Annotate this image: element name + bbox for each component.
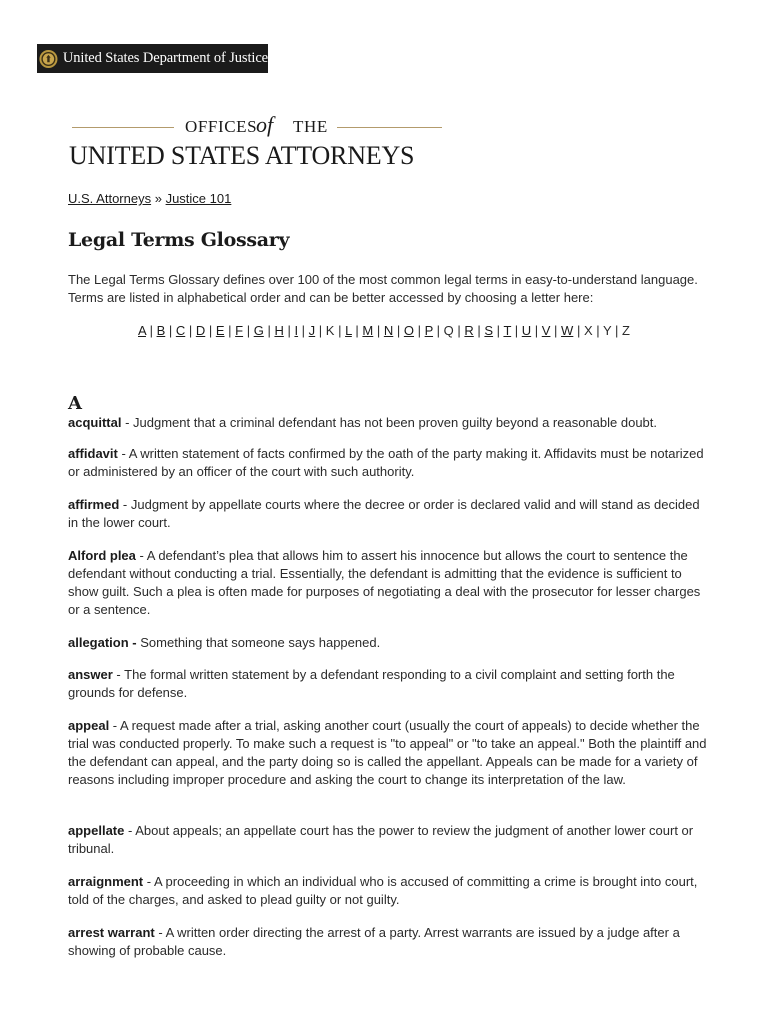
glossary-entry: affirmed - Judgment by appellate courts where the decree or order is declared valid and will stand as decided in the lower court. bbox=[68, 497, 700, 530]
letter-link-u[interactable]: U bbox=[521, 323, 532, 338]
term-definition: Something that someone says happened. bbox=[140, 635, 381, 650]
logo-of-text: of bbox=[256, 112, 274, 137]
term-name: affidavit bbox=[68, 446, 118, 461]
doj-seal-icon bbox=[39, 48, 58, 70]
letter-link-l[interactable]: L bbox=[345, 323, 352, 338]
glossary-entry: appellate - About appeals; an appellate court has the power to review the judgment of another lower court or tribunal. bbox=[68, 823, 694, 856]
letter-link-o[interactable]: O bbox=[403, 323, 414, 338]
glossary-entry: arrest warrant - A written order directing the arrest of a party. Arrest warrants are issued by a judge after a showing of probable cause. bbox=[68, 925, 680, 958]
term-name: acquittal bbox=[68, 415, 122, 430]
letter-separator: | bbox=[145, 323, 157, 338]
logo-rule-right bbox=[337, 127, 442, 128]
letter-link-c[interactable]: C bbox=[175, 323, 186, 338]
term-definition: About appeals; an appellate court has the power to review the judgment of another lower court or tribunal. bbox=[68, 823, 694, 856]
letter-separator: | bbox=[315, 323, 326, 338]
term-definition: A defendant’s plea that allows him to assert his innocence but allows the court to sentence the defendant without conducting a trial. Essentially, the defendant is admitting that the evidence is sufficient to show guilt. Such a plea is often made for purposes of negotiating a deal with the prosecutor for lesser charges or a sentence. bbox=[68, 548, 701, 617]
term-name: Alford plea bbox=[68, 548, 136, 563]
letter-separator: | bbox=[373, 323, 384, 338]
doj-header-bar[interactable] bbox=[37, 44, 268, 73]
letter-separator: | bbox=[414, 323, 425, 338]
letter-link-i[interactable]: I bbox=[294, 323, 299, 338]
letter-separator: | bbox=[298, 323, 309, 338]
letter-separator: | bbox=[165, 323, 176, 338]
letter-link-q: Q bbox=[443, 323, 454, 338]
letter-separator: | bbox=[393, 323, 404, 338]
logo-the-text: THE bbox=[293, 117, 328, 136]
letter-link-f[interactable]: F bbox=[235, 323, 244, 338]
letter-separator: | bbox=[243, 323, 254, 338]
letter-link-r[interactable]: R bbox=[464, 323, 474, 338]
letter-separator: | bbox=[205, 323, 216, 338]
letter-separator: | bbox=[493, 323, 504, 338]
term-definition: Judgment by appellate courts where the decree or order is declared valid and will stand as decided in the lower court. bbox=[68, 497, 700, 530]
letter-link-w[interactable]: W bbox=[561, 323, 574, 338]
breadcrumb-separator: » bbox=[154, 191, 162, 206]
letter-link-s[interactable]: S bbox=[484, 323, 494, 338]
letter-link-d[interactable]: D bbox=[195, 323, 206, 338]
glossary-entry: appeal - A request made after a trial, asking another court (usually the court of appeals) to decide whether the trial was conducted properly. To make such a request is "to appeal" or "to take an appeal." Both the plaintiff and the defendant can appeal, and the party doing so is called the appellant. Appeals can be made for a variety of reasons including improper procedure and asking the court to change its interpretation of the law. bbox=[68, 718, 707, 787]
section-letter-heading: A bbox=[68, 393, 82, 414]
letter-link-z: Z bbox=[622, 323, 630, 338]
logo-offices-text: OFFICES bbox=[185, 117, 258, 136]
term-name: arrest warrant bbox=[68, 925, 155, 940]
letter-link-m[interactable]: M bbox=[362, 323, 374, 338]
alphabet-nav bbox=[0, 322, 768, 340]
term-definition: A proceeding in which an individual who is accused of committing a crime is brought into court, told of the charges, and asked to plead guilty or not guilty. bbox=[68, 874, 698, 907]
letter-separator: | bbox=[550, 323, 562, 338]
letter-link-t[interactable]: T bbox=[503, 323, 512, 338]
letter-link-v[interactable]: V bbox=[541, 323, 551, 338]
intro-paragraph: The Legal Terms Glossary defines over 100 of the most common legal terms in easy-to-understand language. Terms are listed in alphabetical order and can be better accessed by choosing a letter here: bbox=[68, 272, 698, 305]
letter-link-g[interactable]: G bbox=[253, 323, 264, 338]
department-name: United States Department of Justice bbox=[62, 50, 268, 66]
letter-link-j[interactable]: J bbox=[308, 323, 316, 338]
term-name: allegation - bbox=[68, 635, 137, 650]
usao-logo[interactable] bbox=[68, 112, 446, 172]
term-definition: The formal written statement by a defendant responding to a civil complaint and setting forth the grounds for defense. bbox=[68, 667, 675, 700]
letter-separator: | bbox=[592, 323, 603, 338]
letter-separator: | bbox=[224, 323, 236, 338]
term-name: appellate bbox=[68, 823, 125, 838]
glossary-entry: affidavit - A written statement of facts confirmed by the oath of the party making it. Affidavits must be notarized or administered by an officer of the court with such authority. bbox=[68, 446, 704, 479]
breadcrumb-link-us-attorneys[interactable]: U.S. Attorneys bbox=[68, 191, 152, 206]
glossary-entry: answer - The formal written statement by a defendant responding to a civil complaint and setting forth the grounds for defense. bbox=[68, 667, 675, 700]
term-name: arraignment bbox=[68, 874, 144, 889]
letter-separator: | bbox=[511, 323, 522, 338]
letter-link-h[interactable]: H bbox=[274, 323, 284, 338]
letter-link-k: K bbox=[325, 323, 335, 338]
term-name: answer bbox=[68, 667, 113, 682]
term-definition: Judgment that a criminal defendant has not been proven guilty beyond a reasonable doubt. bbox=[133, 415, 658, 430]
letter-separator: | bbox=[573, 323, 584, 338]
logo-main-text: UNITED STATES ATTORNEYS bbox=[69, 141, 415, 170]
letter-link-b[interactable]: B bbox=[156, 323, 166, 338]
page-title: Legal Terms Glossary bbox=[68, 229, 290, 251]
letter-separator: | bbox=[185, 323, 196, 338]
letter-separator: | bbox=[263, 323, 275, 338]
logo-rule-left bbox=[72, 127, 174, 128]
term-name: affirmed bbox=[68, 497, 120, 512]
letter-separator: | bbox=[453, 323, 465, 338]
glossary-entry: Alford plea - A defendant’s plea that allows him to assert his innocence but allows the court to sentence the defendant without conducting a trial. Essentially, the defendant is admitting that the evidence is sufficient to show guilt. Such a plea is often made for purposes of negotiating a deal with the prosecutor for lesser charges or a sentence. bbox=[68, 548, 701, 617]
letter-link-x: X bbox=[583, 323, 593, 338]
letter-link-a[interactable]: A bbox=[138, 323, 146, 338]
letter-separator: | bbox=[433, 323, 444, 338]
term-definition: A written order directing the arrest of a party. Arrest warrants are issued by a judge after a showing of probable cause. bbox=[68, 925, 680, 958]
letter-separator: | bbox=[473, 323, 485, 338]
term-definition: A written statement of facts confirmed by the oath of the party making it. Affidavits must be notarized or administered by an officer of the court with such authority. bbox=[68, 446, 704, 479]
term-name: appeal bbox=[68, 718, 110, 733]
letter-separator: | bbox=[283, 323, 295, 338]
breadcrumb-link-justice-101[interactable]: Justice 101 bbox=[165, 191, 232, 206]
glossary-entry bbox=[68, 634, 708, 652]
letter-link-y: Y bbox=[602, 323, 612, 338]
letter-link-n[interactable]: N bbox=[383, 323, 394, 338]
glossary-entry: acquittal - Judgment that a criminal defendant has not been proven guilty beyond a reasonable doubt. bbox=[68, 415, 658, 430]
letter-link-p[interactable]: P bbox=[424, 323, 434, 338]
letter-separator: | bbox=[334, 323, 346, 338]
glossary-entry: arraignment - A proceeding in which an individual who is accused of committing a crime is brought into court, told of the charges, and asked to plead guilty or not guilty. bbox=[68, 874, 698, 907]
letter-separator: | bbox=[611, 323, 623, 338]
letter-link-e[interactable]: E bbox=[215, 323, 225, 338]
letter-separator: | bbox=[531, 323, 542, 338]
term-definition: A request made after a trial, asking another court (usually the court of appeals) to decide whether the trial was conducted properly. To make such a request is "to appeal" or "to take an appeal." Both the plaintiff and the defendant can appeal, and the party doing so is called the appellant. Appeals can be made for a variety of reasons including improper procedure and asking the court to change its interpretation of the law. bbox=[68, 718, 707, 787]
letter-separator: | bbox=[351, 323, 363, 338]
breadcrumb bbox=[68, 191, 231, 207]
